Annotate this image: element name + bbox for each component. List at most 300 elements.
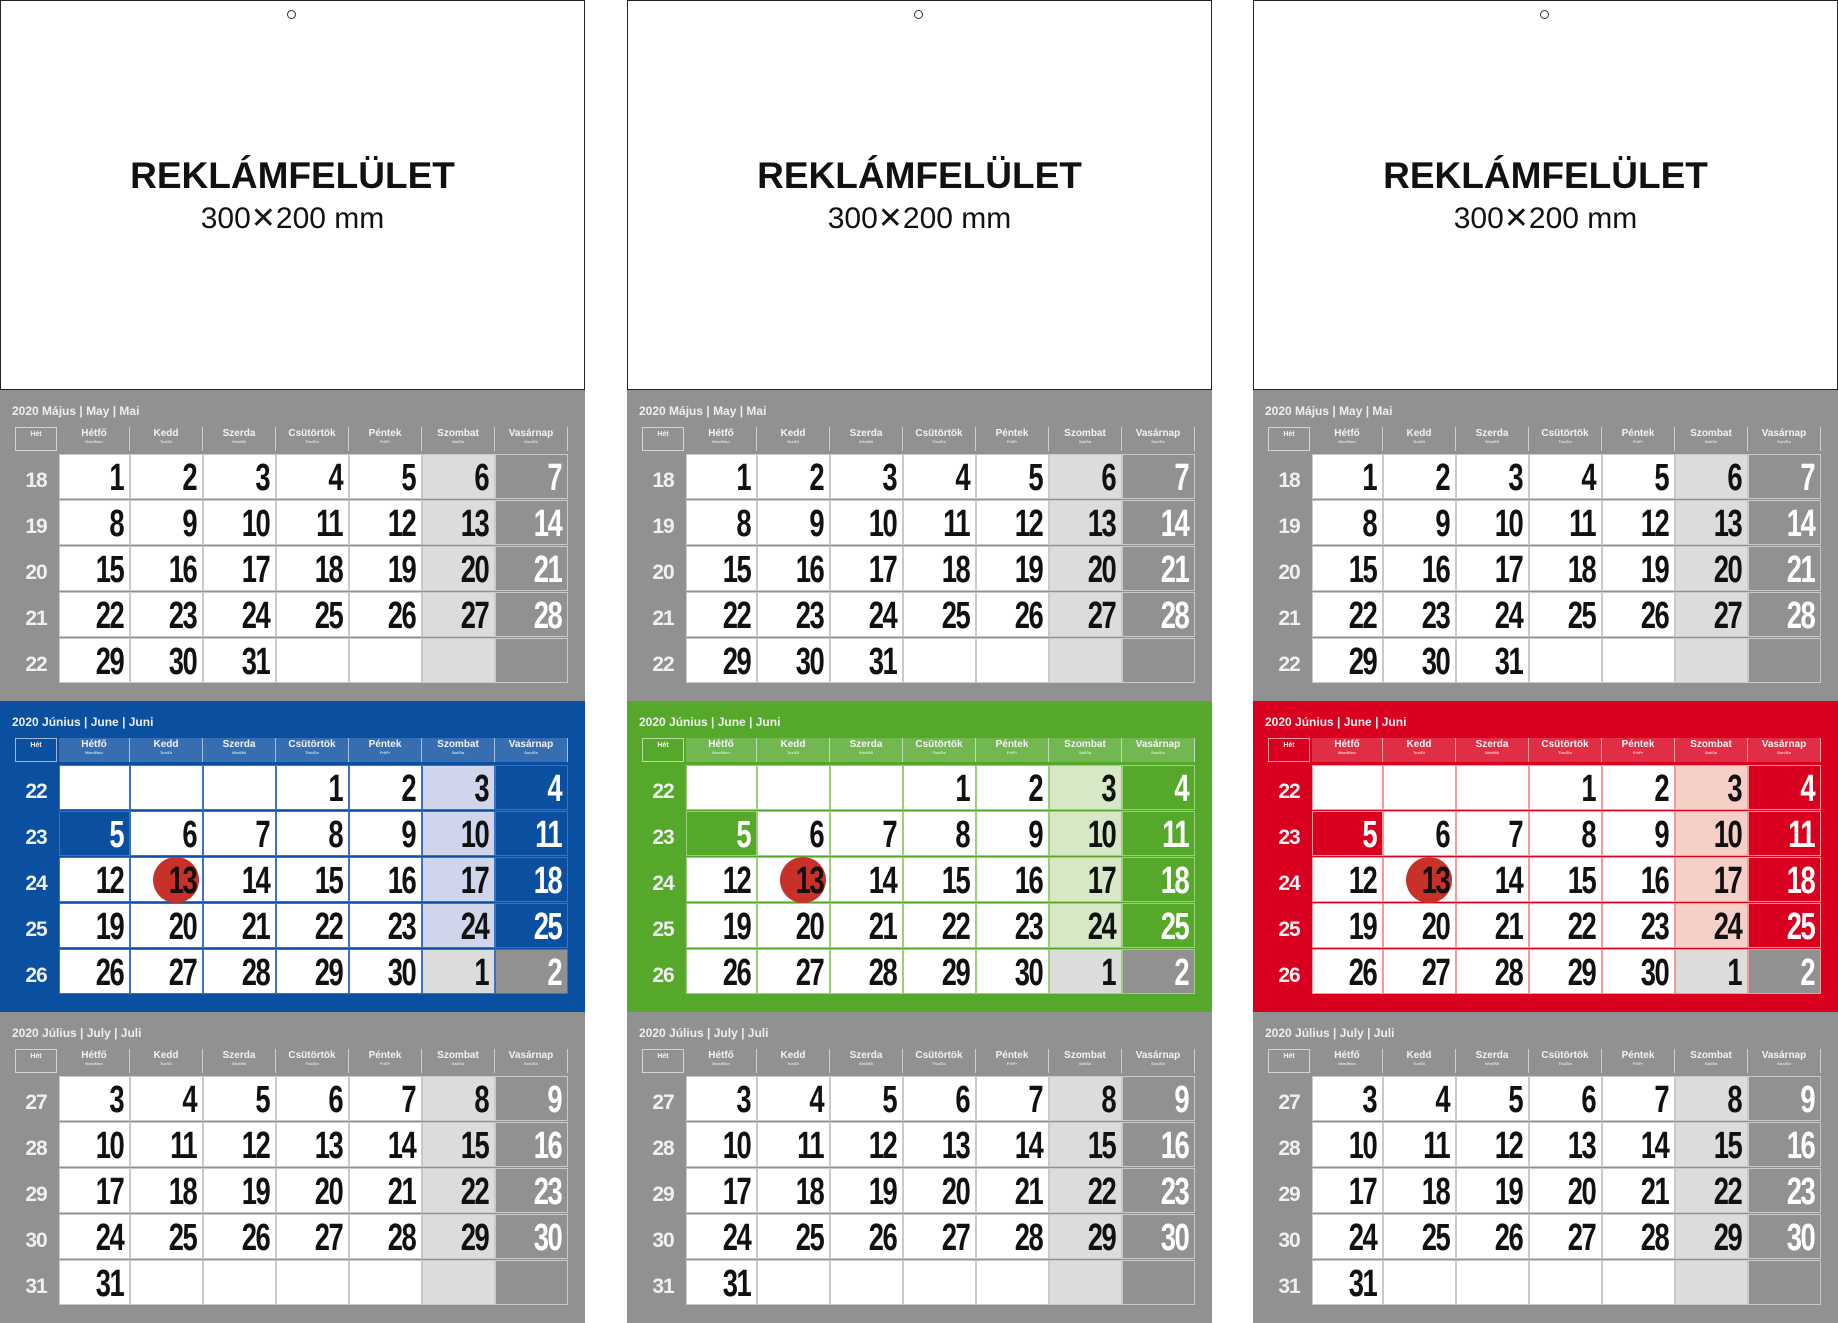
day-number: 12: [1494, 1125, 1522, 1167]
weekday-header-6: Szombat Sat/Sa: [1675, 427, 1748, 451]
day-cell: [495, 1214, 568, 1259]
day-cell: [1602, 638, 1675, 683]
day-number: 15: [1087, 1125, 1115, 1167]
month-panel-june: [0, 701, 585, 1012]
day-cell: [130, 1214, 203, 1259]
day-number: 17: [1494, 549, 1522, 591]
day-number: 1: [736, 457, 750, 499]
day-cell: [976, 1076, 1049, 1121]
day-number: 17: [722, 1171, 750, 1213]
day-cell: [130, 500, 203, 545]
weekday-header-7: Vasárnap Sun/So: [495, 427, 568, 451]
day-cell: [1312, 1168, 1383, 1213]
day-number: 5: [1654, 457, 1668, 499]
week-number: 24: [652, 872, 674, 895]
day-cell: [1312, 592, 1383, 637]
day-cell: [976, 1168, 1049, 1213]
weekday-header-2: Kedd Tue/Di: [1383, 427, 1456, 451]
day-cell: [422, 1260, 495, 1305]
day-cell: [903, 638, 976, 683]
weekday-header-6: Szombat Sat/Sa: [1675, 738, 1748, 762]
day-cell: [1748, 592, 1821, 637]
day-number: 12: [1348, 860, 1376, 902]
day-cell: [686, 1168, 757, 1213]
day-number: 16: [1421, 549, 1449, 591]
day-cell: [203, 1214, 276, 1259]
day-number: 9: [401, 814, 415, 856]
day-cell: [1383, 857, 1456, 902]
day-cell: [1529, 1076, 1602, 1121]
day-cell: [1675, 857, 1748, 902]
weekday-header-4: Csütörtök Thu/Do: [903, 738, 976, 762]
day-number: 6: [1101, 457, 1115, 499]
day-number: 19: [1494, 1171, 1522, 1213]
day-number: 13: [460, 503, 488, 545]
day-cell: [976, 857, 1049, 902]
weekday-header-week: Hét: [1268, 1049, 1310, 1073]
day-cell: [203, 1168, 276, 1213]
day-cell: [903, 1260, 976, 1305]
day-cell: [276, 903, 349, 948]
day-cell: [59, 765, 130, 810]
day-cell: [1049, 1214, 1122, 1259]
day-cell: [1748, 1168, 1821, 1213]
week-number: 31: [652, 1275, 674, 1298]
week-number: 22: [1278, 780, 1300, 803]
day-cell: [422, 1168, 495, 1213]
day-number: 20: [1421, 906, 1449, 948]
day-number: 29: [722, 641, 750, 683]
day-cell: [1312, 765, 1383, 810]
weekday-header-7: Vasárnap Sun/So: [495, 738, 568, 762]
day-number: 10: [868, 503, 896, 545]
day-number: 19: [868, 1171, 896, 1213]
weekday-header-2: Kedd Tue/Di: [130, 738, 203, 762]
day-number: 23: [533, 1171, 561, 1213]
day-number: 26: [722, 952, 750, 994]
day-number: 15: [95, 549, 123, 591]
day-number: 16: [387, 860, 415, 902]
day-cell: [1602, 1168, 1675, 1213]
day-cell: [1675, 500, 1748, 545]
weekday-header-1: Hétfő Mon/Mon: [1312, 738, 1383, 762]
weekday-header-5: Péntek Fri/Fr: [976, 738, 1049, 762]
week-number: 27: [25, 1091, 47, 1114]
day-cell: [349, 1168, 422, 1213]
weekday-header-week: Hét: [15, 738, 57, 762]
day-cell: [422, 592, 495, 637]
day-number: 16: [795, 549, 823, 591]
day-number: 6: [1727, 457, 1741, 499]
day-number: 30: [168, 641, 196, 683]
day-cell: [1748, 1214, 1821, 1259]
day-cell: [1312, 857, 1383, 902]
day-number: 17: [241, 549, 269, 591]
day-cell: [757, 1214, 830, 1259]
day-cell: [495, 592, 568, 637]
day-number: 16: [1640, 860, 1668, 902]
day-cell: [422, 949, 495, 994]
day-cell: [349, 546, 422, 591]
day-cell: [757, 949, 830, 994]
day-number: 1: [1101, 952, 1115, 994]
day-number: 11: [1787, 814, 1814, 856]
day-number: 28: [1786, 595, 1814, 637]
ad-title: REKLÁMFELÜLET: [130, 155, 455, 196]
day-cell: [130, 903, 203, 948]
day-cell: [686, 1122, 757, 1167]
day-cell: [276, 1214, 349, 1259]
week-number: 24: [1278, 872, 1300, 895]
weekday-header-3: Szerda Wed/Mi: [830, 738, 903, 762]
day-cell: [1049, 1076, 1122, 1121]
day-number: 16: [1014, 860, 1042, 902]
day-cell: [59, 500, 130, 545]
day-number: 3: [255, 457, 269, 499]
day-cell: [757, 1168, 830, 1213]
week-number: 21: [1278, 607, 1300, 630]
day-number: 2: [1174, 952, 1188, 994]
day-number: 27: [314, 1217, 342, 1259]
day-cell: [1529, 546, 1602, 591]
weekday-header-row: [1268, 427, 1836, 451]
day-number: 12: [722, 860, 750, 902]
weekday-header-5: Péntek Fri/Fr: [349, 427, 422, 451]
day-cell: [757, 1076, 830, 1121]
weekday-header-row: [15, 427, 583, 451]
weekday-header-1: Hétfő Mon/Mon: [686, 1049, 757, 1073]
day-number: 9: [809, 503, 823, 545]
day-cell: [1748, 949, 1821, 994]
week-number: 23: [1278, 826, 1300, 849]
day-number: 19: [722, 906, 750, 948]
month-title: 2020 Június | June | Juni: [1265, 715, 1407, 729]
day-number: 8: [328, 814, 342, 856]
week-number: 19: [652, 515, 674, 538]
day-cell: [1122, 903, 1195, 948]
day-cell: [686, 1214, 757, 1259]
day-number: 31: [241, 641, 269, 683]
week-number: 30: [25, 1229, 47, 1252]
day-number: 22: [460, 1171, 488, 1213]
day-cell: [495, 903, 568, 948]
day-number: 29: [1567, 952, 1595, 994]
day-number: 28: [533, 595, 561, 637]
day-number: 15: [1713, 1125, 1741, 1167]
weekday-header-6: Szombat Sat/Sa: [422, 427, 495, 451]
day-number: 10: [460, 814, 488, 856]
day-cell: [1049, 546, 1122, 591]
day-cell: [976, 765, 1049, 810]
day-cell: [1049, 765, 1122, 810]
day-number: 25: [1786, 906, 1814, 948]
day-number: 11: [942, 503, 969, 545]
month-panel-june: [1253, 701, 1838, 1012]
day-number: 3: [882, 457, 896, 499]
day-number: 25: [168, 1217, 196, 1259]
day-number: 27: [460, 595, 488, 637]
day-cell: [903, 1168, 976, 1213]
day-number: 17: [1348, 1171, 1376, 1213]
day-cell: [757, 811, 830, 856]
day-cell: [495, 949, 568, 994]
day-number: 20: [941, 1171, 969, 1213]
month-panel-july: [1253, 1012, 1838, 1323]
day-cell: [1748, 638, 1821, 683]
day-cell: [830, 592, 903, 637]
weekday-header-week: Hét: [642, 1049, 684, 1073]
day-number: 2: [401, 768, 415, 810]
day-number: 2: [1435, 457, 1449, 499]
day-number: 25: [533, 906, 561, 948]
weekday-header-4: Csütörtök Thu/Do: [903, 1049, 976, 1073]
day-cell: [686, 903, 757, 948]
day-number: 23: [168, 595, 196, 637]
day-cell: [686, 500, 757, 545]
weekday-header-1: Hétfő Mon/Mon: [59, 738, 130, 762]
day-cell: [830, 903, 903, 948]
day-number: 8: [1101, 1079, 1115, 1121]
weekday-header-row: [15, 738, 583, 762]
day-cell: [686, 592, 757, 637]
day-number: 28: [1160, 595, 1188, 637]
day-cell: [495, 546, 568, 591]
day-number: 18: [1567, 549, 1595, 591]
day-cell: [495, 811, 568, 856]
day-number: 8: [474, 1079, 488, 1121]
advertising-area: [0, 0, 585, 390]
day-cell: [1456, 949, 1529, 994]
day-number: 25: [941, 595, 969, 637]
weekday-header-4: Csütörtök Thu/Do: [276, 738, 349, 762]
day-cell: [1049, 949, 1122, 994]
day-cell: [276, 765, 349, 810]
month-panel-july: [0, 1012, 585, 1323]
day-cell: [1122, 592, 1195, 637]
weekday-header-week: Hét: [1268, 427, 1310, 451]
day-number: 4: [955, 457, 969, 499]
day-number: 21: [1494, 906, 1522, 948]
day-number: 29: [1348, 641, 1376, 683]
day-number: 5: [109, 814, 123, 856]
day-number: 31: [722, 1263, 750, 1305]
day-cell: [59, 1076, 130, 1121]
day-cell: [203, 765, 276, 810]
weekday-header-row: [642, 1049, 1210, 1073]
day-cell: [1049, 903, 1122, 948]
day-cell: [1456, 454, 1529, 499]
day-cell: [757, 454, 830, 499]
day-cell: [1529, 1214, 1602, 1259]
weekday-header-4: Csütörtök Thu/Do: [276, 427, 349, 451]
day-cell: [59, 546, 130, 591]
week-number: 26: [652, 964, 674, 987]
day-number: 5: [1028, 457, 1042, 499]
day-number: 8: [1581, 814, 1595, 856]
day-cell: [757, 546, 830, 591]
day-cell: [1602, 546, 1675, 591]
day-cell: [686, 1260, 757, 1305]
weekday-header-2: Kedd Tue/Di: [130, 1049, 203, 1073]
day-cell: [276, 592, 349, 637]
day-number: 6: [182, 814, 196, 856]
day-cell: [1529, 592, 1602, 637]
day-number: 7: [547, 457, 561, 499]
day-number: 2: [1654, 768, 1668, 810]
advertising-area: [1253, 0, 1838, 390]
day-cell: [422, 1122, 495, 1167]
day-cell: [757, 1260, 830, 1305]
day-number: 16: [533, 1125, 561, 1167]
day-cell: [203, 546, 276, 591]
day-cell: [1602, 857, 1675, 902]
day-cell: [495, 857, 568, 902]
day-cell: [1383, 949, 1456, 994]
day-number: 14: [533, 503, 561, 545]
week-number: 25: [1278, 918, 1300, 941]
weekday-header-row: [642, 738, 1210, 762]
day-cell: [757, 765, 830, 810]
day-cell: [422, 857, 495, 902]
day-number: 12: [868, 1125, 896, 1167]
day-cell: [1602, 949, 1675, 994]
day-cell: [903, 1076, 976, 1121]
day-cell: [276, 546, 349, 591]
day-number: 16: [168, 549, 196, 591]
day-cell: [130, 546, 203, 591]
day-cell: [1456, 1076, 1529, 1121]
day-cell: [1675, 1076, 1748, 1121]
day-cell: [203, 949, 276, 994]
day-number: 23: [1421, 595, 1449, 637]
day-cell: [349, 857, 422, 902]
day-cell: [59, 1168, 130, 1213]
day-number: 11: [1161, 814, 1188, 856]
day-cell: [276, 1168, 349, 1213]
week-number: 20: [652, 561, 674, 584]
weekday-header-week: Hét: [15, 1049, 57, 1073]
day-number: 4: [182, 1079, 196, 1121]
day-number: 14: [1160, 503, 1188, 545]
weekday-header-7: Vasárnap Sun/So: [1748, 427, 1821, 451]
day-cell: [59, 811, 130, 856]
day-number: 15: [1567, 860, 1595, 902]
day-cell: [59, 454, 130, 499]
day-number: 30: [1421, 641, 1449, 683]
day-number: 23: [387, 906, 415, 948]
week-number: 27: [652, 1091, 674, 1114]
day-number: 9: [1028, 814, 1042, 856]
day-cell: [349, 592, 422, 637]
weekday-header-row: [15, 1049, 583, 1073]
day-number: 12: [95, 860, 123, 902]
week-number: 22: [1278, 653, 1300, 676]
day-cell: [276, 1260, 349, 1305]
day-number: 24: [868, 595, 896, 637]
weekday-header-2: Kedd Tue/Di: [757, 427, 830, 451]
day-number: 18: [1160, 860, 1188, 902]
weekday-header-5: Péntek Fri/Fr: [1602, 738, 1675, 762]
day-number: 3: [474, 768, 488, 810]
weekday-header-4: Csütörtök Thu/Do: [903, 427, 976, 451]
day-cell: [976, 546, 1049, 591]
day-cell: [1602, 1122, 1675, 1167]
day-cell: [1383, 1260, 1456, 1305]
day-number: 12: [387, 503, 415, 545]
day-number: 27: [795, 952, 823, 994]
day-number: 4: [1435, 1079, 1449, 1121]
day-cell: [976, 500, 1049, 545]
day-cell: [1529, 1260, 1602, 1305]
day-cell: [203, 1260, 276, 1305]
day-number: 22: [1713, 1171, 1741, 1213]
day-number: 11: [315, 503, 342, 545]
day-cell: [1049, 857, 1122, 902]
day-number: 9: [1435, 503, 1449, 545]
day-cell: [59, 592, 130, 637]
day-number: 1: [474, 952, 488, 994]
day-cell: [349, 500, 422, 545]
day-number: 18: [168, 1171, 196, 1213]
day-number: 28: [387, 1217, 415, 1259]
day-number: 16: [1786, 1125, 1814, 1167]
week-number: 22: [652, 653, 674, 676]
weekday-header-3: Szerda Wed/Mi: [1456, 427, 1529, 451]
day-cell: [1675, 546, 1748, 591]
day-cell: [1675, 1168, 1748, 1213]
day-cell: [1122, 1214, 1195, 1259]
day-number: 29: [460, 1217, 488, 1259]
day-number: 6: [955, 1079, 969, 1121]
week-number: 26: [25, 964, 47, 987]
day-cell: [495, 500, 568, 545]
day-cell: [1748, 765, 1821, 810]
day-number: 5: [1508, 1079, 1522, 1121]
day-cell: [830, 1168, 903, 1213]
day-number: 30: [1786, 1217, 1814, 1259]
week-number: 26: [1278, 964, 1300, 987]
week-number: 30: [1278, 1229, 1300, 1252]
calendar-variant-red: [1253, 0, 1838, 1322]
day-cell: [203, 811, 276, 856]
weekday-header-7: Vasárnap Sun/So: [1748, 1049, 1821, 1073]
day-number: 9: [547, 1079, 561, 1121]
day-number: 6: [328, 1079, 342, 1121]
day-number: 3: [1727, 768, 1741, 810]
day-cell: [976, 903, 1049, 948]
day-number: 26: [241, 1217, 269, 1259]
day-cell: [757, 857, 830, 902]
hanging-hole-icon: [914, 10, 923, 19]
day-cell: [276, 454, 349, 499]
day-cell: [830, 1214, 903, 1259]
week-number: 22: [652, 780, 674, 803]
day-number: 2: [547, 952, 561, 994]
day-cell: [1748, 811, 1821, 856]
day-cell: [1748, 1076, 1821, 1121]
day-cell: [1122, 500, 1195, 545]
day-cell: [1456, 592, 1529, 637]
day-cell: [686, 765, 757, 810]
day-cell: [1383, 1076, 1456, 1121]
day-number: 13: [1421, 860, 1449, 902]
month-panel-july: [627, 1012, 1212, 1323]
day-cell: [1312, 1260, 1383, 1305]
day-number: 12: [1640, 503, 1668, 545]
weekday-header-6: Szombat Sat/Sa: [422, 738, 495, 762]
weekday-header-1: Hétfő Mon/Mon: [686, 738, 757, 762]
day-number: 15: [722, 549, 750, 591]
